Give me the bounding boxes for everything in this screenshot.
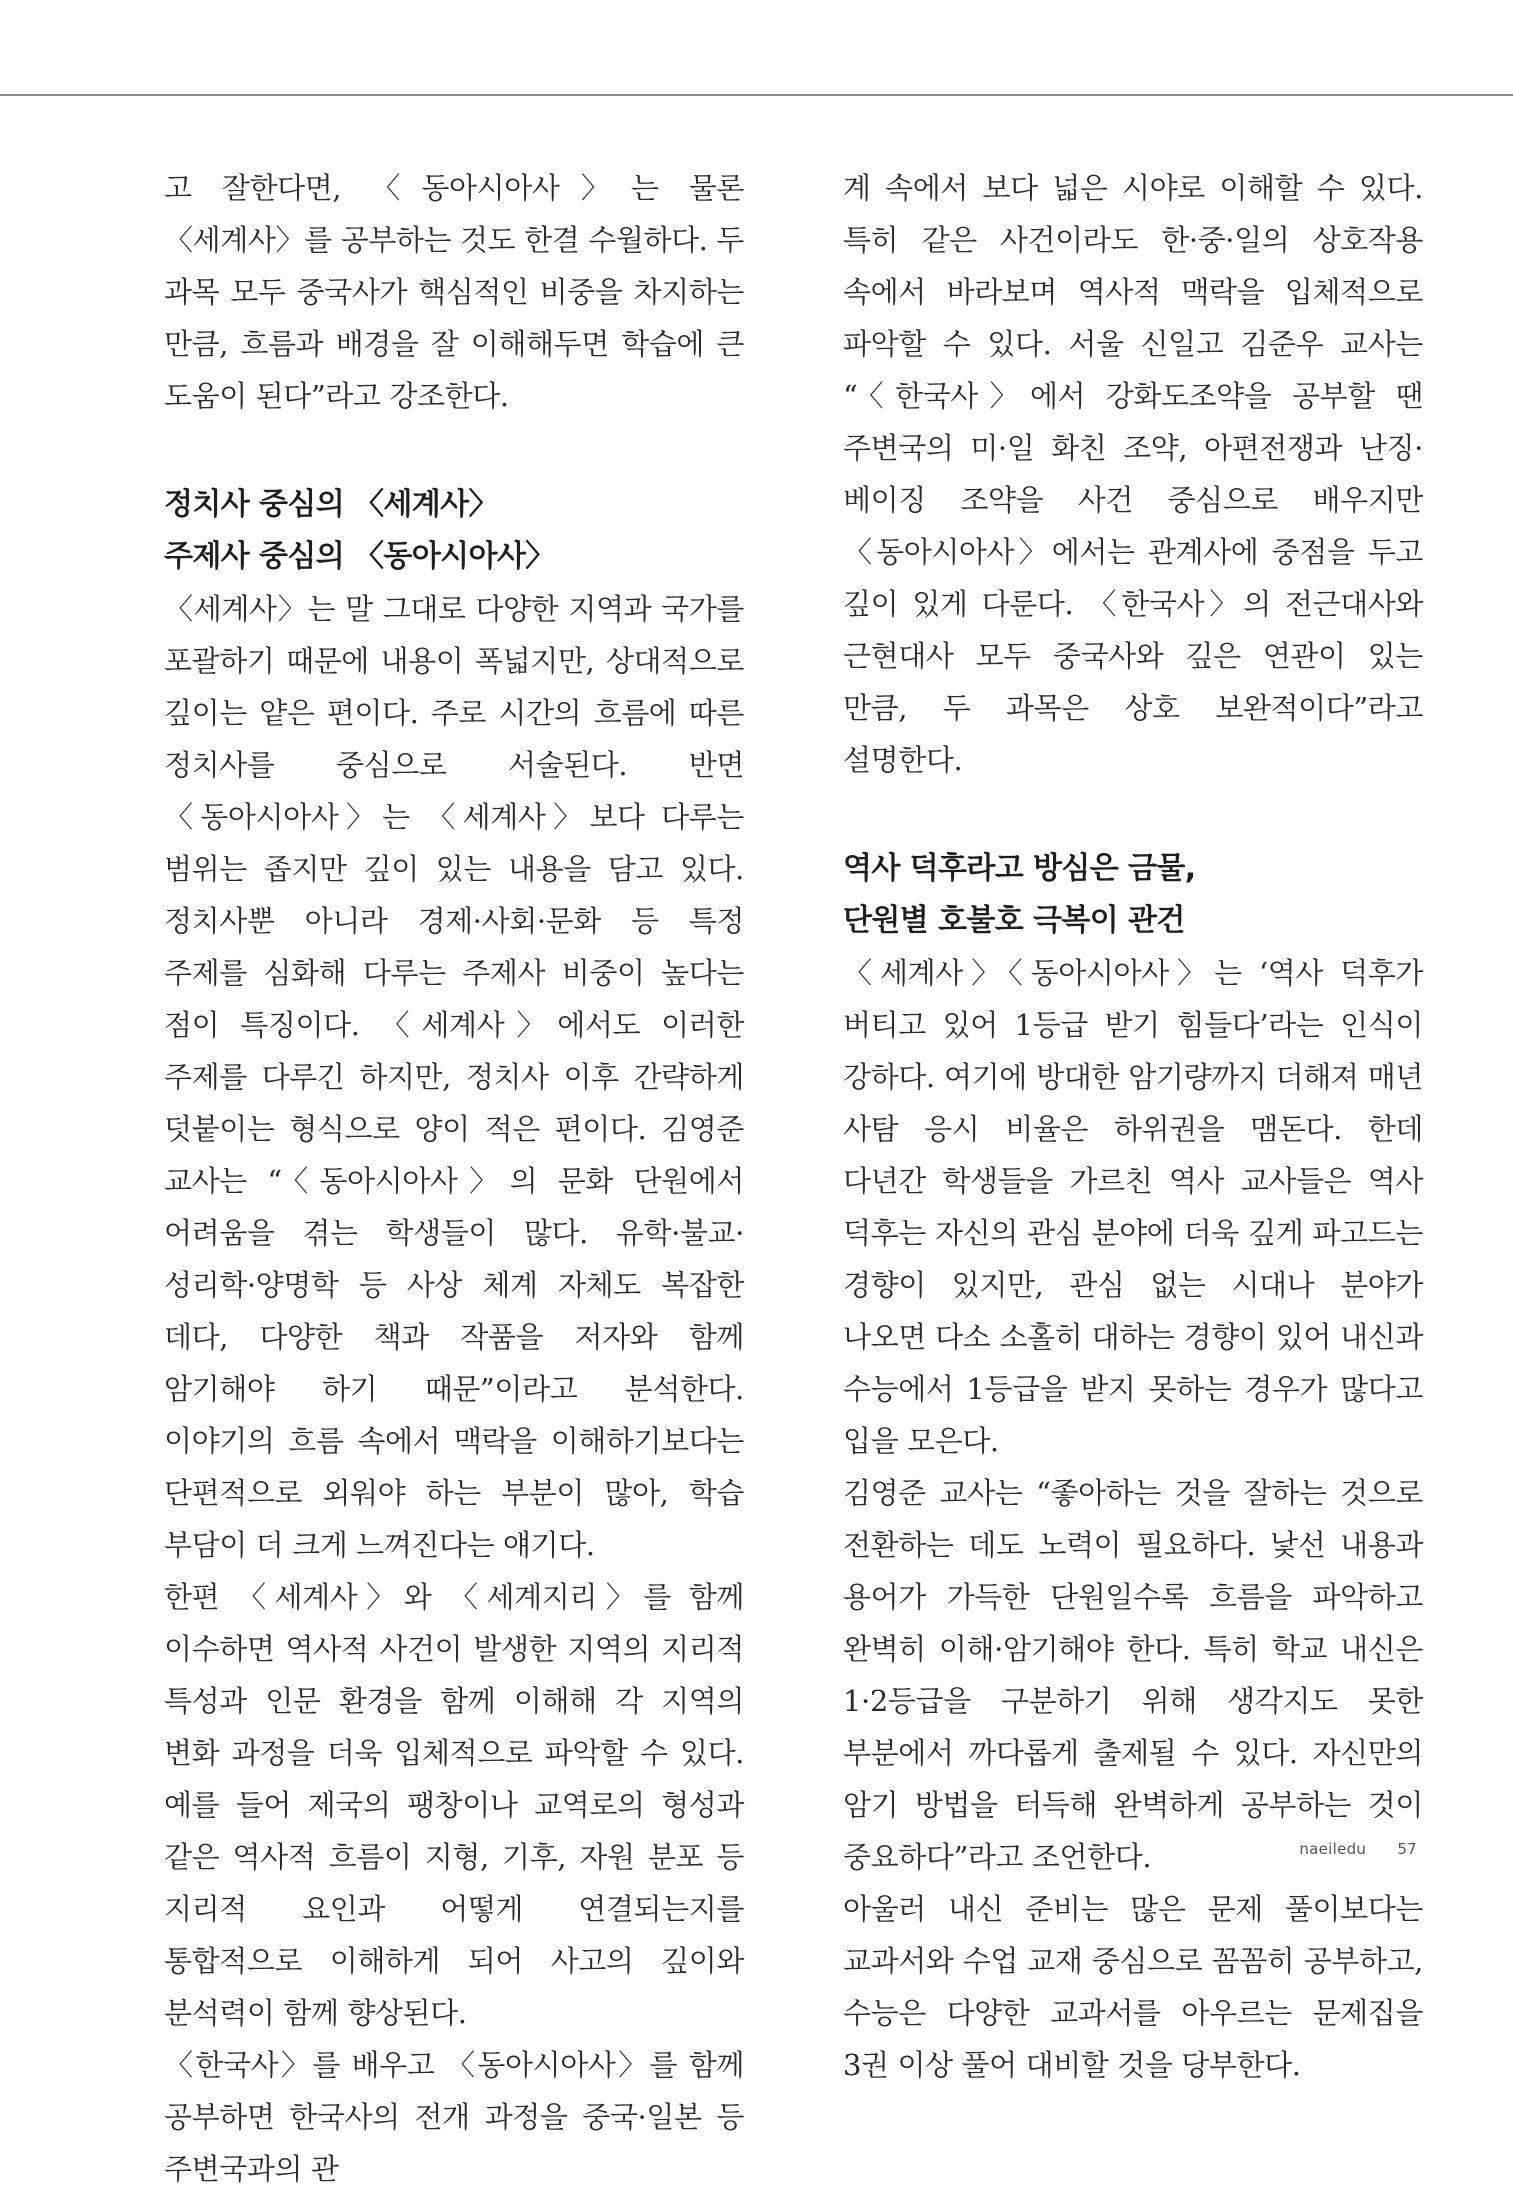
body-paragraph: 김영준 교사는 “좋아하는 것을 잘하는 것으로 전환하는 데도 노력이 필요하다. 낯선 내용과 용어가 가득한 단원일수록 흐름을 파악하고 완벽히 이해·암기해야 한다. 특히 학교 내신은 1·2등급을 구분하기 위해 생각지도 못한 부분에서 까다롭게 출제될 수 있다. 자신만의 암기 방법을 터득해 완벽하게 공부하는 것이 중요하다”라고 조언한다. (843, 1476, 1423, 1874)
heading-line-2: 주제사 중심의 〈동아시아사〉 (164, 539, 555, 574)
section-heading-world-history (164, 479, 744, 583)
body-paragraph: 〈세계사〉〈동아시아사〉는 ‘역사 덕후가 버티고 있어 1등급 받기 힘들다’라는 인식이 강하다. 여기에 방대한 암기량까지 더해져 매년 사탐 응시 비율은 하위권을 맴돈다. 한데 다년간 학생들을 가르친 역사 교사들은 역사 덕후는 자신의 관심 분야에 더욱 깊게 파고드는 경향이 있지만, 관심 없는 시대나 분야가 나오면 다소 소홀히 대하는 경향이 있어 내신과 수능에서 1등급을 받지 못하는 경우가 많다고 입을 모은다. (843, 956, 1423, 1458)
body-paragraph: 한편 〈세계사〉와 〈세계지리〉를 함께 이수하면 역사적 사건이 발생한 지역의 지리적 특성과 인문 환경을 함께 이해해 각 지역의 변화 과정을 더욱 입체적으로 파악할 수 있다. 예를 들어 제국의 팽창이나 교역로의 형성과 같은 역사적 흐름이 지형, 기후, 자원 분포 등 지리적 요인과 어떻게 연결되는지를 통합적으로 이해하게 되어 사고의 깊이와 분석력이 함께 향상된다. (164, 1580, 744, 2030)
body-paragraph: 〈한국사〉를 배우고 〈동아시아사〉를 함께 공부하면 한국사의 전개 과정을 중국·일본 등 주변국과의 관 (164, 2048, 744, 2186)
heading-line-2: 단원별 호불호 극복이 관건 (843, 903, 1185, 938)
top-divider-line (0, 94, 1513, 96)
page-footer (1299, 1840, 1417, 1858)
body-paragraph: 계 속에서 보다 넓은 시야로 이해할 수 있다. 특히 같은 사건이라도 한·중·일의 상호작용 속에서 바라보며 역사적 맥락을 입체적으로 파악할 수 있다. 서울 신일고 김준우 교사는 “〈한국사〉에서 강화도조약을 공부할 땐 주변국의 미·일 화친 조약, 아편전쟁과 난징·베이징 조약을 사건 중심으로 배우지만 〈동아시아사〉에서는 관계사에 중점을 두고 깊이 있게 다룬다. 〈한국사〉의 전근대사와 근현대사 모두 중국사와 깊은 연관이 있는 만큼, 두 과목은 상호 보완적이다”라고 설명한다. (843, 171, 1423, 777)
body-paragraph: 아울러 내신 준비는 많은 문제 풀이보다는 교과서와 수업 교재 중심으로 꼼꼼히 공부하고, 수능은 다양한 교과서를 아우르는 문제집을 3권 이상 풀어 대비할 것을 당부한다. (843, 1892, 1423, 2082)
body-paragraph: 〈세계사〉는 말 그대로 다양한 지역과 국가를 포괄하기 때문에 내용이 폭넓지만, 상대적으로 깊이는 얕은 편이다. 주로 시간의 흐름에 따른 정치사를 중심으로 서술된다. 반면 〈동아시아사〉는 〈세계사〉보다 다루는 범위는 좁지만 깊이 있는 내용을 담고 있다. 정치사뿐 아니라 경제·사회·문화 등 특정 주제를 심화해 다루는 주제사 비중이 높다는 점이 특징이다. 〈세계사〉에서도 이러한 주제를 다루긴 하지만, 정치사 이후 간략하게 덧붙이는 형식으로 양이 적은 편이다. 김영준 교사는 “〈동아시아사〉의 문화 단원에서 어려움을 겪는 학생들이 많다. 유학·불교·성리학·양명학 등 사상 체계 자체도 복잡한 데다, 다양한 책과 작품을 저자와 함께 암기해야 하기 때문”이라고 분석한다. 이야기의 흐름 속에서 맥락을 이해하기보다는 단편적으로 외워야 하는 부분이 많아, 학습 부담이 더 크게 느껴진다는 얘기다. (164, 592, 744, 1562)
page-number: 57 (1397, 1840, 1417, 1858)
footer-brand: naeiledu (1299, 1840, 1367, 1858)
right-column (843, 162, 1423, 2091)
intro-paragraph: 고 잘한다면, 〈동아시아사〉는 물론 〈세계사〉를 공부하는 것도 한결 수월하다. 두 과목 모두 중국사가 핵심적인 비중을 차지하는 만큼, 흐름과 배경을 잘 이해해두면 학습에 큰 도움이 된다”라고 강조한다. (164, 171, 744, 413)
heading-line-1: 정치사 중심의 〈세계사〉 (164, 487, 498, 522)
left-column (164, 162, 744, 2195)
heading-line-1: 역사 덕후라고 방심은 금물, (843, 851, 1196, 886)
section-heading-history-fans (843, 843, 1423, 947)
section-spacer (164, 422, 744, 479)
section-spacer (843, 786, 1423, 843)
